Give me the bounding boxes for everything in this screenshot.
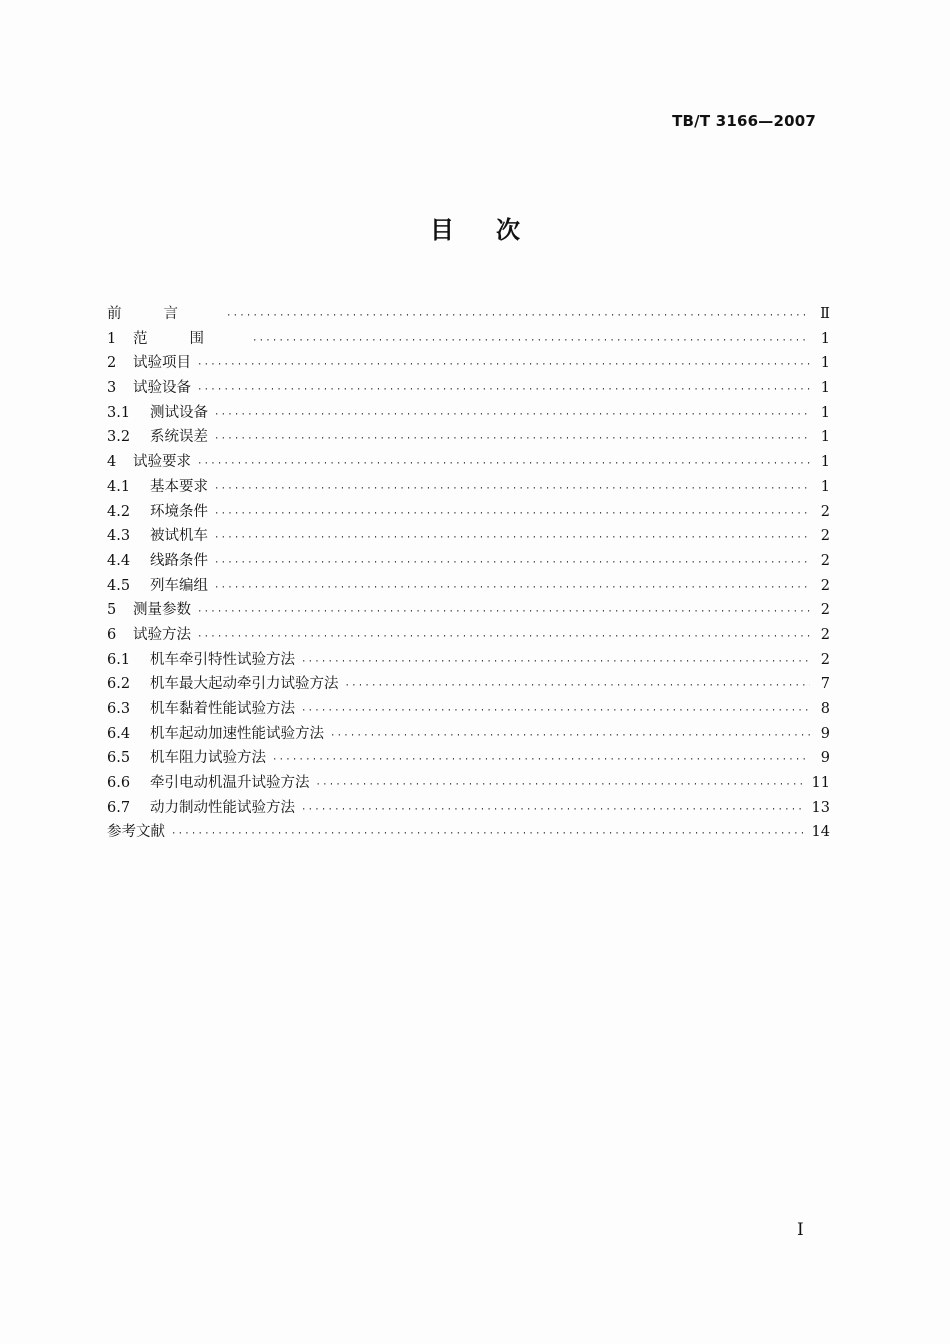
toc-entry[interactable] [107, 302, 830, 327]
toc-entry-label: 试验要求 [133, 454, 191, 471]
toc-entry-label: 试验设备 [133, 380, 191, 397]
toc-dot-leader [272, 755, 810, 765]
toc-entry[interactable] [107, 648, 830, 673]
toc-entry-number: 2 [107, 355, 117, 372]
toc-dot-leader [214, 558, 810, 568]
toc-entry[interactable] [107, 746, 830, 771]
toc-dot-leader [252, 336, 810, 346]
toc-entry-label: 测试设备 [150, 404, 208, 421]
toc-entry-number: 4.5 [107, 577, 131, 594]
standard-code: TB/T 3166—2007 [672, 112, 816, 130]
toc-dot-leader [214, 434, 810, 444]
toc-entry-number: 3.1 [107, 404, 131, 421]
toc-entry-number: 4.3 [107, 528, 131, 545]
toc-entry-page: 2 [820, 552, 830, 569]
toc-dot-leader [197, 385, 810, 395]
toc-entry-label: 环境条件 [150, 503, 208, 520]
toc-entry-label: 参考文献 [107, 824, 165, 841]
toc-entry-number: 6.3 [107, 701, 131, 717]
toc-entry-label: 机车最大起动牵引力试验方法 [150, 676, 339, 693]
toc-entry-label: 被试机车 [150, 528, 208, 545]
toc-entry-number: 6.4 [107, 725, 131, 742]
toc-entry-label: 列车编组 [150, 577, 208, 594]
toc-entry[interactable] [107, 820, 830, 845]
toc-entry-label: 牵引电动机温升试验方法 [150, 775, 310, 792]
toc-title: 目次 [430, 216, 562, 244]
toc-entry[interactable] [107, 425, 830, 450]
toc-entry-number: 6.6 [107, 775, 131, 792]
toc-entry-page: 2 [820, 626, 830, 643]
toc-entry-number: 6.2 [107, 676, 131, 693]
toc-dot-leader [214, 583, 810, 593]
toc-entry-label: 测量参数 [133, 602, 191, 619]
toc-entry-label: 机车黏着性能试验方法 [150, 701, 295, 717]
toc-entry[interactable] [107, 401, 830, 426]
toc-entry[interactable] [107, 500, 830, 525]
toc-dot-leader [330, 731, 810, 741]
toc-dot-leader [171, 829, 806, 839]
toc-dot-leader [226, 311, 810, 321]
toc-entry-page: 2 [820, 602, 830, 619]
toc-entry-page: 1 [820, 454, 830, 471]
toc-entry-number: 4.2 [107, 503, 131, 520]
toc-entry-number: 4.1 [107, 478, 131, 495]
toc-entry[interactable] [107, 549, 830, 574]
toc-entry[interactable] [107, 623, 830, 648]
toc-entry-page: 1 [820, 404, 830, 421]
toc-entry[interactable] [107, 524, 830, 549]
table-of-contents [107, 302, 830, 845]
toc-entry-number: 5 [107, 602, 117, 619]
toc-entry-label: 试验项目 [133, 355, 191, 372]
toc-entry-number: 1 [107, 330, 117, 347]
toc-dot-leader [197, 360, 810, 370]
toc-entry-page: 1 [820, 478, 830, 495]
toc-entry[interactable] [107, 672, 830, 697]
toc-dot-leader [214, 484, 810, 494]
toc-entry-page: 11 [811, 775, 830, 792]
toc-entry-label: 基本要求 [150, 478, 208, 495]
toc-entry[interactable] [107, 351, 830, 376]
toc-entry-page: 1 [820, 355, 830, 372]
toc-dot-leader [214, 533, 810, 543]
toc-dot-leader [301, 657, 810, 667]
toc-entry-number: 6.5 [107, 750, 131, 767]
toc-entry-page: Ⅱ [820, 306, 830, 322]
toc-entry-page: 1 [820, 380, 830, 397]
toc-entry-page: 2 [820, 503, 830, 520]
toc-entry[interactable] [107, 722, 830, 747]
toc-entry-page: 13 [811, 799, 830, 816]
toc-dot-leader [214, 410, 810, 420]
toc-entry-number: 6.7 [107, 799, 131, 816]
toc-entry[interactable] [107, 475, 830, 500]
toc-entry[interactable] [107, 697, 830, 722]
toc-entry-page: 9 [820, 750, 830, 767]
toc-entry[interactable] [107, 771, 830, 796]
toc-entry[interactable] [107, 376, 830, 401]
toc-entry[interactable] [107, 796, 830, 821]
toc-entry-label: 机车牵引特性试验方法 [150, 651, 295, 668]
toc-dot-leader [197, 607, 810, 617]
toc-entry-number: 4.4 [107, 552, 131, 569]
toc-entry-label: 机车阻力试验方法 [150, 750, 266, 767]
toc-entry-label: 线路条件 [150, 552, 208, 569]
toc-entry[interactable] [107, 574, 830, 599]
toc-entry-page: 2 [820, 528, 830, 545]
toc-dot-leader [197, 459, 810, 469]
toc-dot-leader [316, 780, 806, 790]
toc-entry-label: 范围 [133, 330, 246, 347]
toc-entry-label: 前言 [107, 306, 220, 322]
toc-dot-leader [214, 509, 810, 519]
toc-entry-page: 1 [820, 429, 830, 446]
toc-entry-page: 1 [820, 330, 830, 347]
toc-entry-page: 8 [820, 701, 830, 717]
toc-entry-number: 6.1 [107, 651, 131, 668]
toc-entry[interactable] [107, 327, 830, 352]
toc-entry-label: 系统误差 [150, 429, 208, 446]
toc-entry-page: 2 [820, 651, 830, 668]
page-number: Ⅰ [797, 1220, 804, 1240]
toc-entry-page: 2 [820, 577, 830, 594]
toc-entry[interactable] [107, 450, 830, 475]
toc-dot-leader [301, 706, 810, 716]
toc-entry[interactable] [107, 598, 830, 623]
toc-dot-leader [301, 805, 806, 815]
toc-entry-number: 6 [107, 626, 117, 643]
toc-entry-page: 14 [811, 824, 830, 841]
toc-entry-label: 机车起动加速性能试验方法 [150, 725, 324, 742]
toc-entry-number: 3.2 [107, 429, 131, 446]
toc-entry-page: 9 [820, 725, 830, 742]
toc-entry-label: 试验方法 [133, 626, 191, 643]
toc-entry-number: 4 [107, 454, 117, 471]
toc-entry-page: 7 [820, 676, 830, 693]
toc-dot-leader [345, 681, 811, 691]
toc-dot-leader [197, 632, 810, 642]
toc-entry-number: 3 [107, 380, 117, 397]
toc-entry-label: 动力制动性能试验方法 [150, 799, 295, 816]
